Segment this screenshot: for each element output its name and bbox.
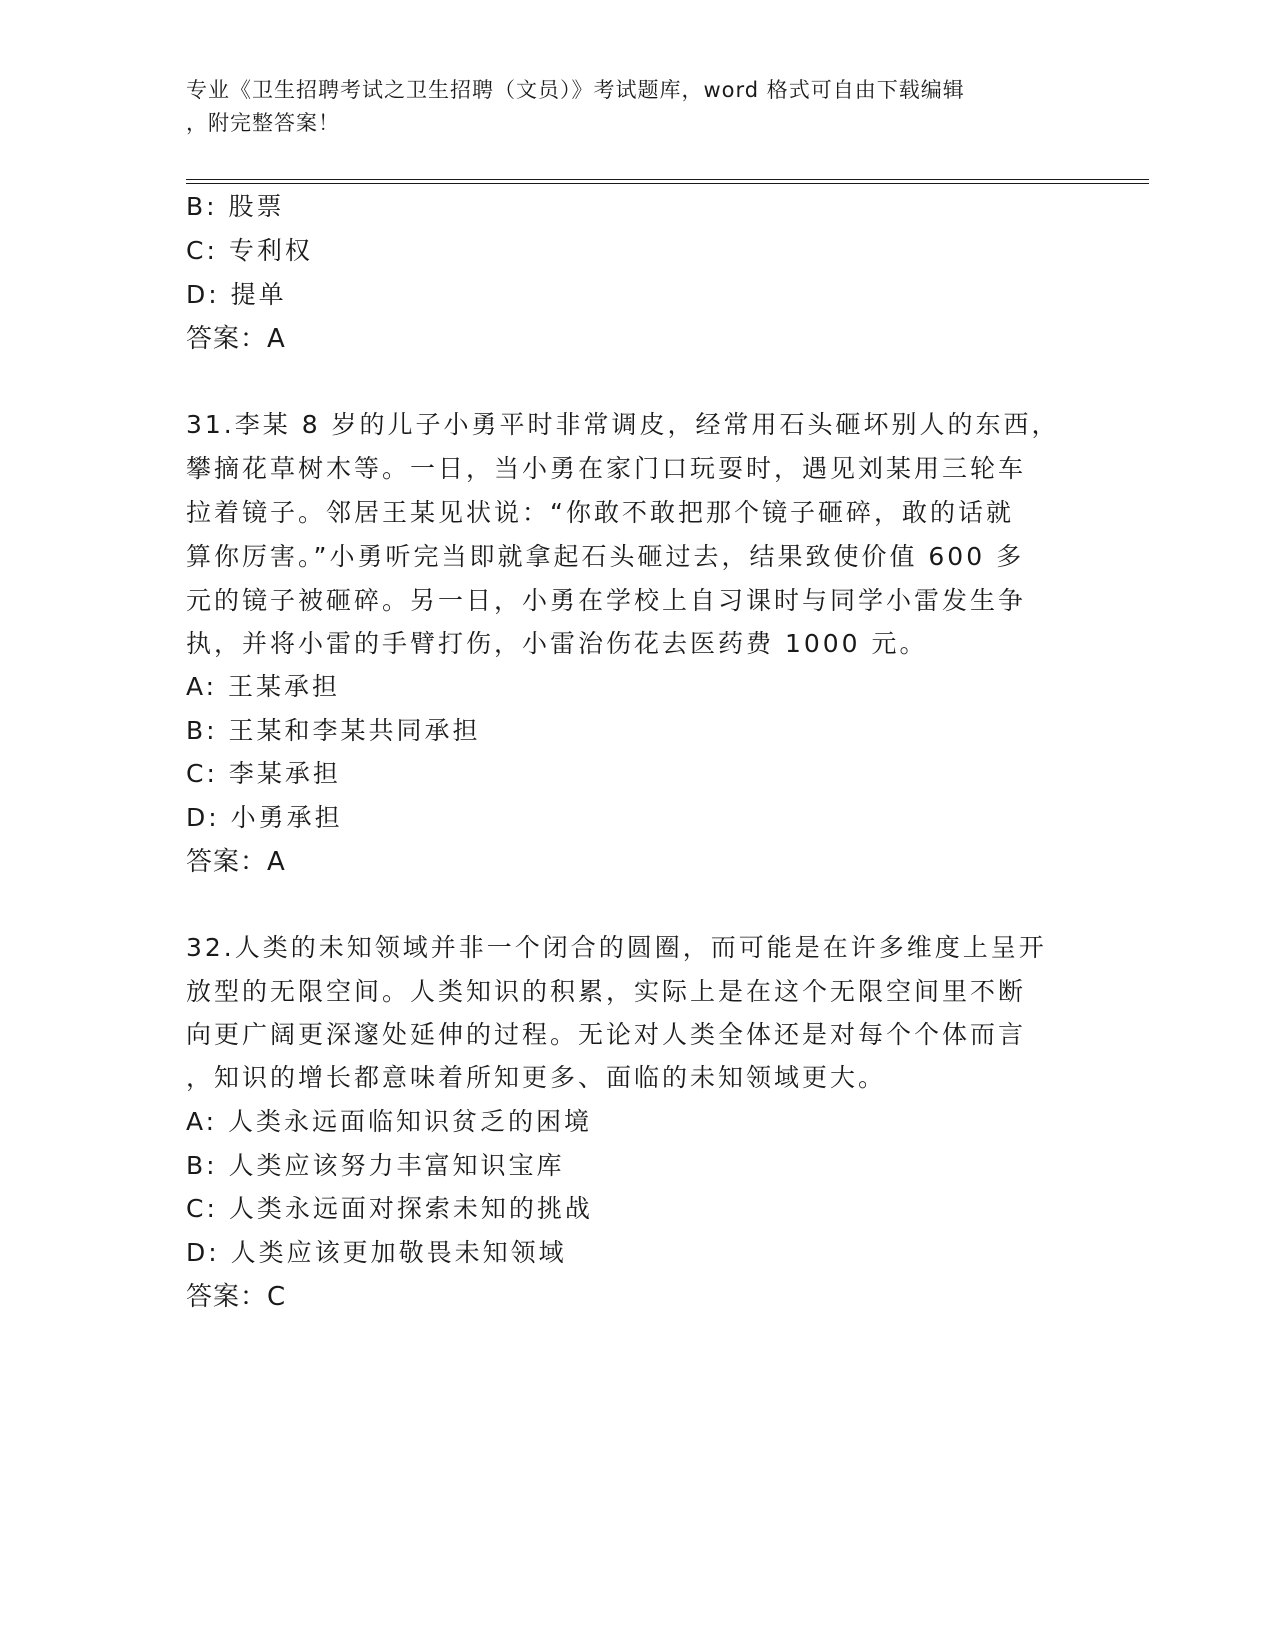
q32-answer: 答案：C	[186, 1282, 287, 1312]
document-header	[186, 74, 1086, 140]
q31-text-line: 算你厉害。”小勇听完当即就拿起石头砸过去，结果致使价值 600 多	[186, 542, 1025, 571]
q32-option-d: D: 人类应该更加敬畏未知领域	[186, 1238, 567, 1267]
q31-option-b: B: 王某和李某共同承担	[186, 716, 481, 745]
q31-text-line: 攀摘花草树木等。一日，当小勇在家门口玩耍时，遇见刘某用三轮车	[186, 454, 1027, 483]
q31-option-d: D: 小勇承担	[186, 803, 343, 832]
option-c-prev: C: 专利权	[186, 236, 313, 265]
q32-text-line: 32.人类的未知领域并非一个闭合的圆圈，而可能是在许多维度上呈开	[186, 933, 1047, 962]
option-b-prev: B: 股票	[186, 192, 285, 221]
header-line-2: ，附完整答案！	[186, 111, 340, 135]
q31-option-c: C: 李某承担	[186, 759, 341, 788]
q31-text-line: 拉着镜子。邻居王某见状说：“你敢不敢把那个镜子砸碎，敢的话就	[186, 498, 1014, 527]
q32-text-line: ，知识的增长都意味着所知更多、面临的未知领域更大。	[186, 1063, 887, 1092]
q31-option-a: A: 王某承担	[186, 672, 341, 701]
q32-text-line: 向更广阔更深邃处延伸的过程。无论对人类全体还是对每个个体而言	[186, 1020, 1027, 1049]
q32-text-line: 放型的无限空间。人类知识的积累，实际上是在这个无限空间里不断	[186, 977, 1027, 1006]
q31-text-line: 执，并将小雷的手臂打伤，小雷治伤花去医药费 1000 元。	[186, 629, 928, 658]
header-divider-bottom	[186, 183, 1149, 184]
header-divider-top	[186, 179, 1149, 180]
option-d-prev: D: 提单	[186, 280, 287, 309]
q31-text-line: 元的镜子被砸碎。另一日，小勇在学校上自习课时与同学小雷发生争	[186, 586, 1027, 615]
q32-option-c: C: 人类永远面对探索未知的挑战	[186, 1194, 593, 1223]
q32-option-a: A: 人类永远面临知识贫乏的困境	[186, 1107, 593, 1136]
answer-prev: 答案：A	[186, 324, 286, 354]
q32-option-b: B: 人类应该努力丰富知识宝库	[186, 1151, 565, 1180]
q31-text-line: 31.李某 8 岁的儿子小勇平时非常调皮，经常用石头砸坏别人的东西，	[186, 410, 1060, 439]
header-line-1: 专业《卫生招聘考试之卫生招聘（文员）》考试题库，word 格式可自由下载编辑	[186, 78, 965, 102]
q31-answer: 答案：A	[186, 847, 286, 877]
